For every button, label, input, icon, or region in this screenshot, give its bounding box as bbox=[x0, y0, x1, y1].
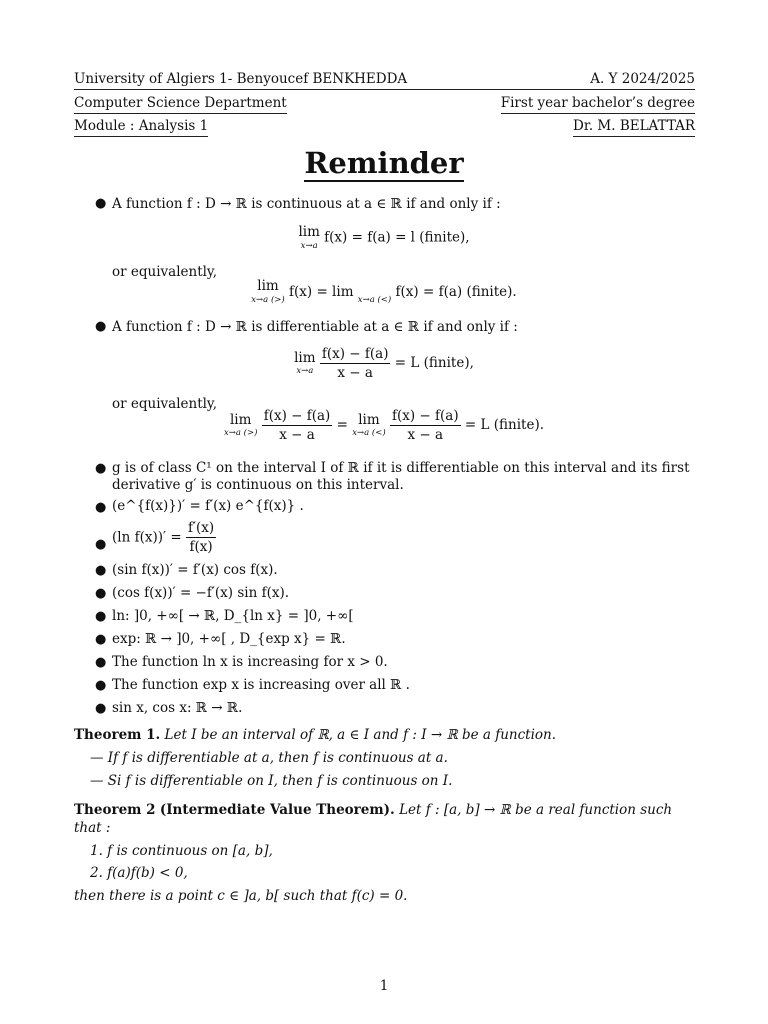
theorem-2: Theorem 2 (Intermediate Value Theorem). Let f : [a, b] → ℝ be a real function such bbox=[74, 802, 673, 818]
continuity-or-equivalently: or equivalently, bbox=[112, 264, 218, 280]
exp-increasing: The function exp x is increasing over all ℝ . bbox=[112, 677, 410, 693]
bullet-dot: ● bbox=[95, 609, 107, 624]
bullet-dot: ● bbox=[95, 461, 107, 476]
ln-derivative: (ln f(x))′ = $\frac{f'(x)}{f(x)}$ bbox=[112, 520, 215, 556]
theorem-2-item-2: 2. f(a)f(b) < 0, bbox=[90, 865, 188, 881]
university-name: University of Algiers 1- Benyoucef BENKHEDDA bbox=[74, 71, 408, 87]
theorem-1-item-1: — If f is differentiable at a, then f is continuous at a. bbox=[90, 750, 448, 766]
department-name: Computer Science Department bbox=[74, 94, 287, 114]
bullet-dot: ● bbox=[95, 678, 107, 693]
differentiability-intro: A function f : D → ℝ is differentiable at a ∈ ℝ if and only if : bbox=[112, 319, 518, 335]
page-title: Reminder bbox=[304, 146, 464, 180]
differentiability-formula-2: lim x→a (>) $\frac{f(x) - f(a)}{x - a}$ = lim x→a (<) $\frac{f(x) - f(a)}{x - a}$ = L (finite). bbox=[223, 408, 545, 444]
bullet-dot: ● bbox=[95, 655, 107, 670]
header-rule bbox=[74, 89, 695, 90]
academic-year: A. Y 2024/2025 bbox=[590, 71, 695, 87]
theorem-2-item-1: 1. f is continuous on [a, b], bbox=[90, 843, 273, 859]
module-name: Module : Analysis 1 bbox=[74, 117, 208, 137]
ln-mapping: ln: ]0, +∞[ → ℝ, D_{ln x} = ]0, +∞[ bbox=[112, 608, 354, 624]
bullet-dot: ● bbox=[95, 196, 107, 211]
theorem-2-line-2: that : bbox=[74, 820, 111, 836]
cos-derivative: (cos f(x))′ = −f′(x) sin f(x). bbox=[112, 585, 290, 601]
bullet-dot: ● bbox=[95, 632, 107, 647]
exp-derivative: (e^{f(x)})′ = f′(x) e^{f(x)} . bbox=[112, 498, 304, 514]
bullet-dot: ● bbox=[95, 537, 107, 552]
sin-derivative: (sin f(x))′ = f′(x) cos f(x). bbox=[112, 562, 278, 578]
teacher-name: Dr. M. BELATTAR bbox=[573, 117, 695, 137]
theorem-2-conclusion: then there is a point c ∈ ]a, b[ such that f(c) = 0. bbox=[74, 888, 408, 904]
bullet-dot: ● bbox=[95, 586, 107, 601]
sincos-mapping: sin x, cos x: ℝ → ℝ. bbox=[112, 700, 243, 716]
differentiability-formula-1: lim x→a $\frac{f(x) - f(a)}{x - a}$ = L (finite), bbox=[294, 346, 474, 382]
differentiability-or-equivalently: or equivalently, bbox=[112, 396, 218, 412]
bullet-dot: ● bbox=[95, 563, 107, 578]
theorem-1: Theorem 1. Let I be an interval of ℝ, a ∈ I and f : I → ℝ be a function. bbox=[74, 727, 557, 743]
bullet-dot: ● bbox=[95, 701, 107, 716]
bullet-dot: ● bbox=[95, 500, 107, 515]
exp-mapping: exp: ℝ → ]0, +∞[ , D_{exp x} = ℝ. bbox=[112, 631, 346, 647]
ln-increasing: The function ln x is increasing for x > 0. bbox=[112, 654, 388, 670]
page-number: 1 bbox=[379, 978, 389, 994]
continuity-formula-2: lim x→a (>) f(x) = lim x→a (<) f(x) = f(a) (finite). bbox=[251, 278, 517, 305]
class-c1-line-1: g is of class C¹ on the interval I of ℝ if it is differentiable on this interval and its first bbox=[112, 460, 690, 476]
continuity-intro: A function f : D → ℝ is continuous at a ∈ ℝ if and only if : bbox=[112, 196, 501, 212]
bullet-dot: ● bbox=[95, 319, 107, 334]
continuity-formula-1: lim x→a f(x) = f(a) = l (finite), bbox=[298, 224, 470, 251]
theorem-1-item-2: — Si f is differentiable on I, then f is continuous on I. bbox=[90, 773, 453, 789]
class-c1-line-2: derivative g′ is continuous on this interval. bbox=[112, 477, 404, 493]
degree-name: First year bachelor’s degree bbox=[501, 94, 695, 114]
